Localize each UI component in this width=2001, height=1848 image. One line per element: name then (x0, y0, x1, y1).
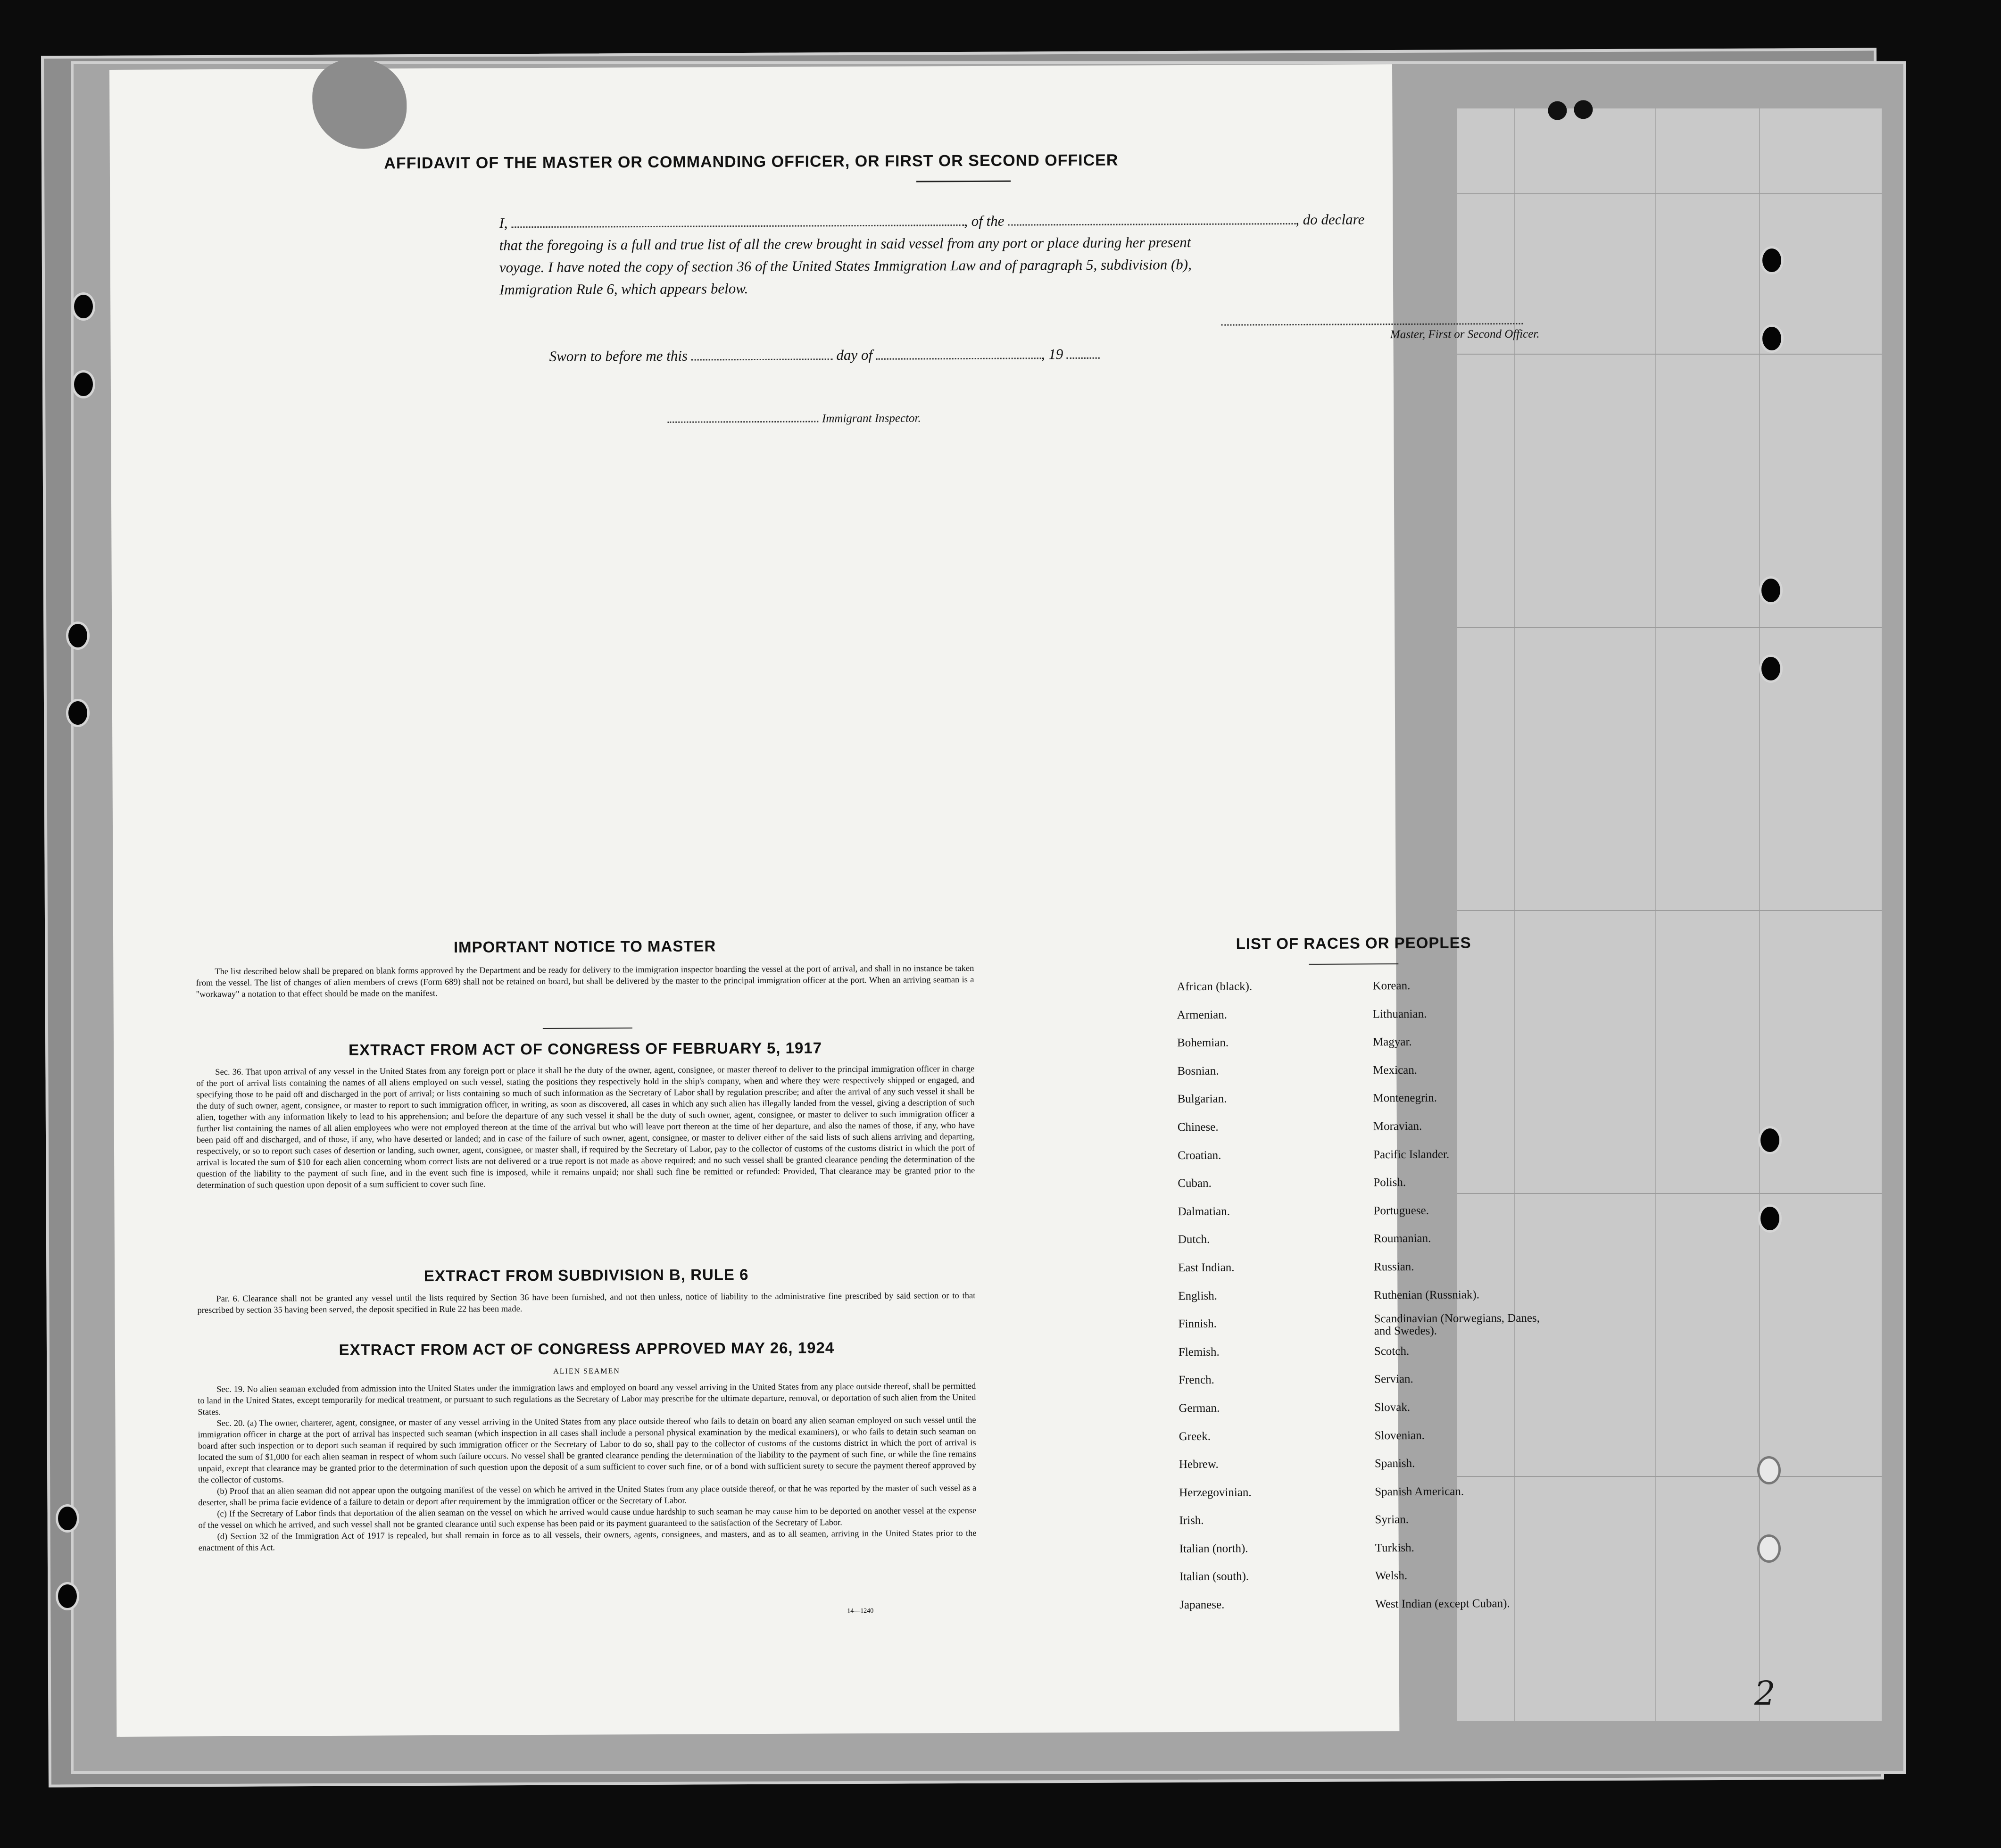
affidavit-i: I, (499, 215, 508, 232)
extract-1917-title: EXTRACT FROM ACT OF CONGRESS OF FEBRUARY 5, 1917 (349, 1039, 822, 1059)
section-20d-paragraph: (d) Section 32 of the Immigration Act of 1917 is repealed, but shall remain in force as to all vessels, their owners, agents, consignees, and masters, and as to all seamen, arriving in the United States prior to the enactment of this Act. (198, 1529, 977, 1553)
race-item: Finnish. (1178, 1317, 1217, 1331)
extract-1917-text (196, 1063, 975, 1191)
binder-hole (66, 699, 90, 727)
race-item: Bosnian. (1177, 1064, 1219, 1077)
binder-hole (1759, 655, 1783, 683)
inspector-line (667, 405, 1139, 430)
affidavit-declare: , do declare (1295, 211, 1365, 228)
binder-hole (1759, 576, 1783, 605)
extract-rule6-text (197, 1290, 975, 1316)
section-36-paragraph: Sec. 36. That upon arrival of any vessel in the United States from any foreign port or place it shall be the duty of the owner, agent, consignee, or master thereof to deliver to the principal immigration officer in charge of the port of arrival lists containing the names of all aliens employed on such vessel, stating the positions they respectively hold in the ship's company, when and where they were respectively shipped or engaged, and specifying those to be paid off and discharged in the port of arrival; or lists containing so much of such information as the Secretary of Labor shall by regulation prescribe; and after the arrival of any such vessel it shall be the duty of such owner, agent, consignee, or master to report to such immigration officer, in writing, as soon as discovered, all cases in which any such alien has illegally landed from the vessel, giving a description of such alien, together with any information likely to lead to his apprehension; and before the departure of any such vessel it shall be the duty of such owner, agent, consignee, or master to deliver to such immigration officer a further list containing the names of all alien employees who were not employed thereon at the time of the arrival but who will leave port thereon at the time of her departure, and also the names of those, if any, who have been paid off and discharged, and of those, if any, who have deserted or landed; and in case of the failure of such owner, agent, consignee, or master to deliver either of the said lists of such aliens arriving and departing, respectively, or so to report such cases of desertion or landing, such owner, agent, consignee, or master shall, if required by the Secretary of Labor, pay to the collector of customs of the customs district in which the port of arrival is located the sum of $10 for each alien concerning whom correct lists are not delivered or a true report is not made as above required; and no such vessel shall be granted clearance pending the determination of the question of the liability to the payment of such fine, and in the event such fine is imposed, while it remains unpaid; nor shall such fine be remitted or refunded: Provided, That clearance may be granted prior to the determination of such question upon deposit of a sum sufficient to cover such fine. (196, 1064, 975, 1191)
race-item: West Indian (except Cuban). (1375, 1597, 1510, 1611)
notice-title: IMPORTANT NOTICE TO MASTER (453, 937, 716, 956)
race-item: Scandinavian (Norwegians, Danes, and Swedes). (1374, 1311, 1540, 1338)
races-title: LIST OF RACES OR PEOPLES (1236, 934, 1471, 953)
binder-hole (1760, 324, 1784, 353)
race-item: Turkish. (1375, 1541, 1414, 1555)
extract-1924-title: EXTRACT FROM ACT OF CONGRESS APPROVED MAY 26, 1924 (339, 1339, 835, 1359)
inspector-label: Immigrant Inspector. (822, 412, 921, 425)
race-item: East Indian. (1178, 1261, 1235, 1275)
race-item: African (black). (1177, 980, 1253, 994)
race-item: Bohemian. (1177, 1036, 1229, 1050)
affidavit-line-3: voyage. I have noted the copy of section 36 of the United States Immigration Law and of paragraph 5, subdivision (b), (499, 256, 1192, 276)
section-19-paragraph: Sec. 19. No alien seaman excluded from admission into the United States under the immigration laws and employed on board any vessel arriving in the United States from any place outside thereof, shall be permitted to land in the United States, except temporarily for medical treatment, or pursuant to such regulations as the Secretary of Labor may prescribe for the ultimate departure, removal, or deportation of such alien from the United States. (198, 1382, 976, 1417)
affidavit-of-the: , of the (964, 212, 1005, 230)
race-item: Magyar. (1372, 1036, 1412, 1049)
affidavit-page (109, 64, 1540, 1737)
race-item: Croatian. (1178, 1149, 1221, 1162)
affidavit-line-4: Immigration Rule 6, which appears below. (499, 280, 748, 298)
staple-mark (1548, 101, 1567, 120)
binder-hole (72, 292, 95, 321)
race-item: Welsh. (1375, 1569, 1408, 1583)
notice-text (196, 963, 974, 1000)
races-column-2 (1372, 971, 1554, 1618)
binder-hole (1758, 1126, 1782, 1154)
sworn-line (549, 342, 1257, 367)
race-item: Servian. (1374, 1373, 1413, 1386)
race-item: Russian. (1374, 1260, 1414, 1274)
races-column-1 (1177, 972, 1359, 1619)
race-item: Armenian. (1177, 1008, 1228, 1021)
race-item: Italian (south). (1179, 1570, 1249, 1583)
race-item: Scotch. (1374, 1344, 1410, 1358)
form-number: 14—1240 (847, 1607, 874, 1615)
race-item: Spanish. (1374, 1457, 1415, 1470)
race-item: Polish. (1373, 1176, 1406, 1189)
race-item: Cuban. (1178, 1177, 1212, 1190)
alien-seamen-subhead: ALIEN SEAMEN (553, 1367, 620, 1376)
binder-hole (1757, 1456, 1781, 1484)
vessel-blank (1008, 213, 1295, 226)
affidavit-body (499, 207, 1556, 301)
affidavit-line-2: that the foregoing is a full and true list of all the crew brought in said vessel from any port or place during her present (499, 233, 1191, 254)
section-20b-paragraph: (b) Proof that an alien seaman did not appear upon the outgoing manifest of the vessel on which he arrived in the United States from any place outside thereof, or that he was reported by the master of such vessel as a deserter, shall be prima facie evidence of a failure to detain or deport after requirement by the immigration officer or the Secretary of Labor. (198, 1483, 977, 1508)
race-item: Greek. (1179, 1430, 1211, 1443)
binder-hole (56, 1582, 79, 1610)
extract-1924-text (198, 1381, 977, 1554)
torn-corner (312, 59, 407, 149)
master-signature-label: Master, First or Second Officer. (1390, 327, 1540, 341)
race-item: English. (1178, 1289, 1218, 1302)
race-item: Bulgarian. (1177, 1093, 1227, 1106)
race-item: Chinese. (1177, 1120, 1219, 1134)
notice-paragraph: The list described below shall be prepared on blank forms approved by the Department and be ready for delivery to the immigration inspector boarding the vessel at the port of arrival, and shall in no instance be taken from the vessel. The list of changes of alien members of crews (Form 689) shall not be retained on board, but shall be delivered by the master to the principal immigration officer at the port. When an arriving seaman is a "workaway" a notation to that effect should be made on the manifest. (196, 964, 974, 1000)
race-item: Mexican. (1373, 1063, 1418, 1077)
race-item: Flemish. (1178, 1345, 1220, 1359)
race-item: Syrian. (1375, 1513, 1409, 1526)
sworn-day-blank (691, 348, 833, 360)
binder-hole (72, 370, 95, 398)
race-item: Montenegrin. (1373, 1092, 1437, 1105)
affidavit-title: AFFIDAVIT OF THE MASTER OR COMMANDING OFFICER, OR FIRST OR SECOND OFFICER (384, 151, 1119, 173)
race-item: Dutch. (1178, 1233, 1210, 1246)
sworn-year: , 19 (1041, 346, 1063, 363)
extract-rule6-title: EXTRACT FROM SUBDIVISION B, RULE 6 (423, 1266, 749, 1285)
race-item: Japanese. (1179, 1598, 1225, 1612)
race-item: Hebrew. (1179, 1458, 1219, 1471)
race-item: Herzegovinian. (1179, 1486, 1252, 1499)
races-rule (1309, 963, 1398, 965)
race-item: French. (1179, 1374, 1214, 1387)
race-item: Ruthenian (Russniak). (1374, 1288, 1480, 1301)
section-20a-paragraph: Sec. 20. (a) The owner, charterer, agent, consignee, or master of any vessel arriving in the United States from any place outside thereof who fails to detain on board any alien seaman employed on such vessel until the immigration officer in charge at the port of arrival has inspected such seaman (which inspection in all cases shall include a personal physical examination by the medical examiners), or who fails to detain such seaman on board after such inspection or to deport such seaman if required by such immigration officer or the Secretary of Labor to do so, shall pay to the collector of customs of the customs district in which the port of arrival is located the sum of $1,000 for each alien seaman in respect of whom such failure occurs. No vessel shall be granted clearance pending the determination of the liability to the payment of such fine, or while the fine remains unpaid, except that clearance may be granted prior to the determination of such question upon the deposit of a sum sufficient to cover such fine, or of a bond with sufficient surety to secure the payment thereof approved by the collector of customs. (198, 1416, 976, 1485)
race-item: Slovenian. (1374, 1429, 1425, 1442)
binder-hole (1758, 1204, 1782, 1233)
race-item: Korean. (1372, 979, 1411, 993)
race-item: German. (1179, 1401, 1220, 1415)
race-item: Spanish American. (1375, 1485, 1464, 1499)
race-item: Italian (north). (1179, 1542, 1248, 1556)
inspector-signature-blank (667, 410, 818, 423)
sworn-year-blank (1067, 347, 1100, 359)
race-item: Lithuanian. (1372, 1007, 1427, 1020)
section-20c-paragraph: (c) If the Secretary of Labor finds that deportation of the alien seaman on the vessel on which he arrived would cause undue hardship to such seaman he may cause him to be deported on another vessel at the expense of the vessel on which he arrived, and such vessel shall not be granted clearance until such expense has been paid or its payment guaranteed to the satisfaction of the Secretary of Labor. (198, 1506, 977, 1531)
name-blank (511, 214, 964, 228)
handwritten-page-number: 2 (1754, 1674, 1776, 1713)
staple-mark (1574, 100, 1593, 119)
title-rule (916, 181, 1011, 182)
binder-hole (1760, 246, 1784, 274)
sworn-day-of: day of (836, 346, 873, 364)
sworn-month-blank (876, 347, 1041, 360)
binder-hole (66, 622, 90, 650)
race-item: Dalmatian. (1178, 1205, 1230, 1218)
binder-hole (56, 1504, 79, 1533)
binder-hole (1757, 1534, 1781, 1563)
race-item: Pacific Islander. (1373, 1148, 1450, 1161)
race-item: Moravian. (1373, 1119, 1422, 1133)
rule6-paragraph: Par. 6. Clearance shall not be granted any vessel until the lists required by Section 36 have been furnished, and not then unless, notice of liability to the administrative fine prescribed by said section or to that prescribed by section 35 having been served, the deposit specified in Rule 22 has been made. (197, 1291, 976, 1316)
race-item: Irish. (1179, 1514, 1204, 1527)
section-rule (543, 1028, 632, 1029)
race-item: Portuguese. (1373, 1204, 1429, 1218)
race-item: Roumanian. (1373, 1232, 1431, 1245)
race-item: Slovak. (1374, 1401, 1411, 1414)
sworn-prefix: Sworn to before me this (549, 347, 688, 365)
